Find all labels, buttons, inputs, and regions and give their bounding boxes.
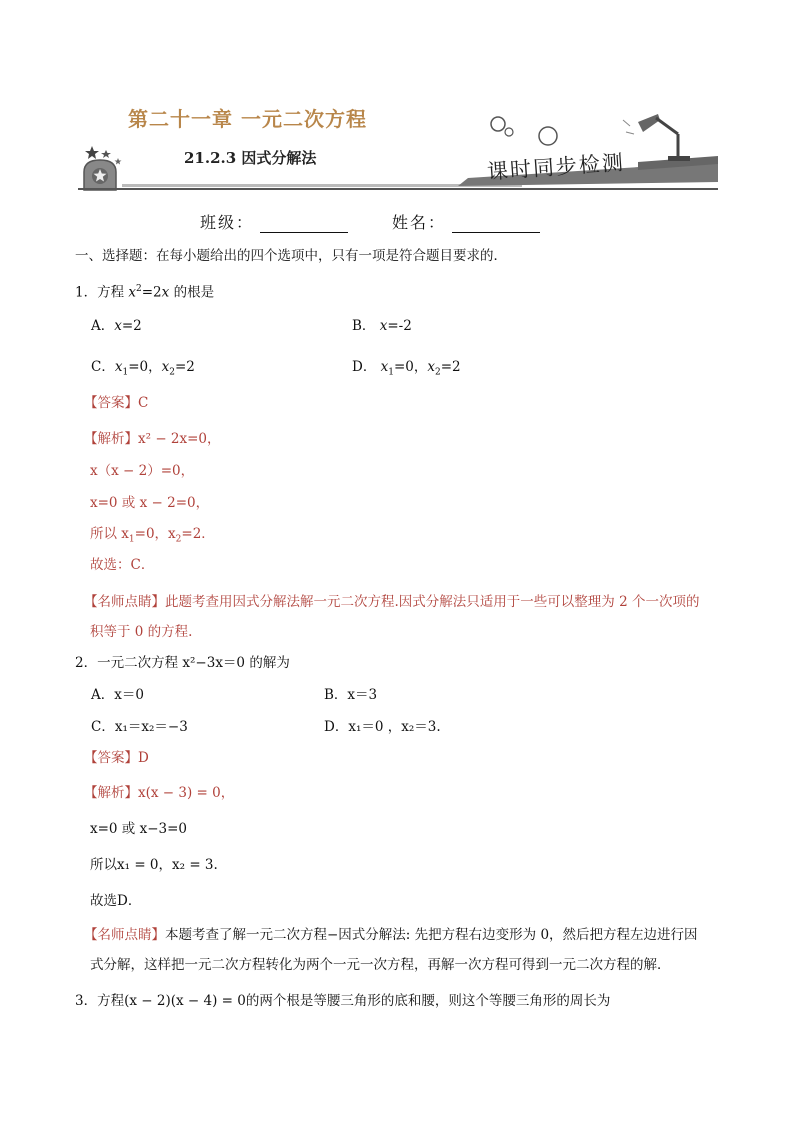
q2-analysis: 【解析】x(x − 3) = 0，	[84, 785, 235, 801]
name-blank	[452, 218, 540, 233]
q1-analysis: 【解析】x² − 2x=0，	[84, 431, 221, 447]
q2-teacher-tip-line2: 式分解，这样把一元二次方程转化为两个一元一次方程，再解一次方程可得到一元二次方程的解．	[90, 957, 671, 973]
q2-option-a: A．x＝0	[91, 687, 144, 703]
star-icon	[85, 146, 99, 159]
q1-option-d: D． $x_1=0$，$x_2=2$	[352, 359, 461, 378]
q1-step-4: 所以 $x_1=0$，$x_2=2$．	[90, 526, 215, 545]
name-label: 姓名：	[392, 213, 447, 232]
section-title: 21.2.3 因式分解法	[184, 149, 317, 167]
q2-step-2: x=0 或 x−3=0	[90, 821, 188, 837]
chapter-title: 第二十一章 一元二次方程	[128, 107, 367, 131]
q2-answer: 【答案】D	[84, 750, 149, 766]
q2-stem: 2．一元二次方程 x²−3x＝0 的解为	[75, 655, 290, 671]
bubble-icon	[491, 117, 505, 131]
q1-choose: 故选：C．	[90, 557, 155, 573]
q2-option-b: B．x＝3	[324, 687, 378, 703]
q1-option-a: A．x=2	[91, 318, 142, 334]
sync-test-label: 课时同步检测	[486, 150, 626, 184]
q1-option-c: C．$x_1=0$，$x_2=2$	[91, 359, 195, 378]
q1-step-2: x（x − 2）=0，	[90, 463, 195, 479]
star-icon	[115, 158, 122, 165]
q2-option-d: D．x₁＝0 ，x₂＝3.	[324, 719, 441, 735]
name-field	[392, 210, 540, 233]
q1-stem: 1．方程 $x^2=2x$ 的根是	[75, 284, 215, 301]
q1-step-3: x=0 或 x − 2=0，	[90, 495, 210, 511]
q2-step-3: 所以x₁ = 0，x₂ = 3.	[90, 857, 218, 873]
class-field	[200, 210, 348, 233]
q1-answer: 【答案】C	[84, 395, 149, 411]
class-blank	[260, 218, 348, 233]
lamp-icon	[623, 114, 690, 161]
q3-stem: 3．方程(x − 2)(x − 4) = 0的两个根是等腰三角形的底和腰，则这个等腰三角形的周长为	[75, 993, 611, 1009]
q1-teacher-tip-line2: 积等于 0 的方程.	[90, 624, 193, 640]
star-icon	[101, 150, 111, 158]
instruction: 一、选择题：在每小题给出的四个选项中，只有一项是符合题目要求的．	[75, 248, 507, 264]
q1-option-b: B． x=-2	[352, 318, 412, 334]
q2-teacher-tip-line1: 【名师点睛】本题考查了解一元二次方程−因式分解法: 先把方程右边变形为 0，然后把方程左边进行因	[84, 927, 698, 943]
q2-choose: 故选D．	[90, 893, 142, 909]
q2-option-c: C．x₁＝x₂＝−3	[91, 719, 188, 735]
q1-teacher-tip-line1: 【名师点睛】此题考查用因式分解法解一元二次方程.因式分解法只适用于一些可以整理为 2 个一次项的	[84, 594, 700, 610]
class-label: 班级：	[200, 213, 255, 232]
